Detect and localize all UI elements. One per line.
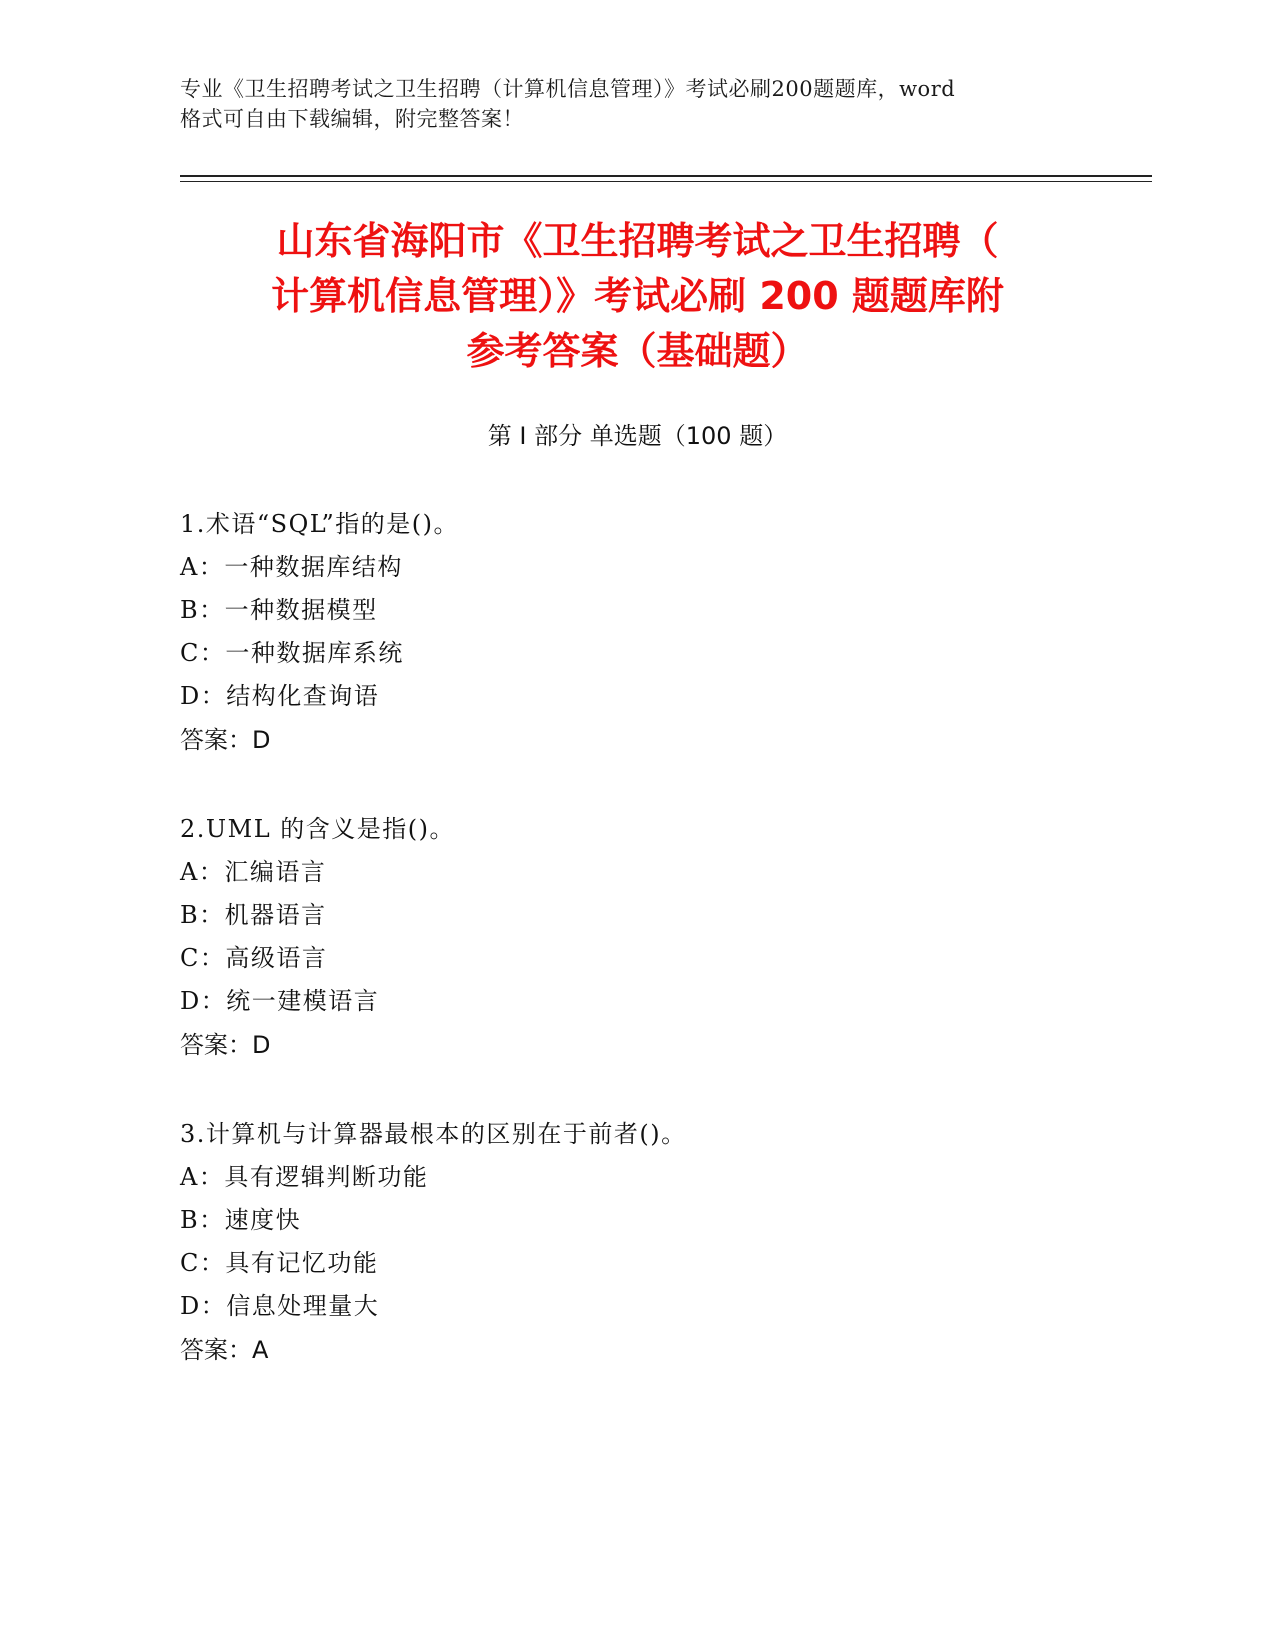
option-c: C：一种数据库系统 xyxy=(180,639,404,667)
document-title xyxy=(180,214,1095,379)
question-2 xyxy=(180,808,1080,1068)
option-d: D：结构化查询语 xyxy=(180,682,380,710)
question-stem: 1.术语“SQL”指的是()。 xyxy=(180,510,459,538)
option-a: A：一种数据库结构 xyxy=(180,553,403,581)
option-b: B：机器语言 xyxy=(180,901,327,929)
answer-label: 答案：A xyxy=(180,1336,269,1364)
option-b: B：一种数据模型 xyxy=(180,596,378,624)
header-note-line-1: 专业《卫生招聘考试之卫生招聘（计算机信息管理）》考试必刷200题题库，word xyxy=(180,77,956,101)
option-c: C：高级语言 xyxy=(180,944,328,972)
header-divider-thin xyxy=(180,181,1152,182)
answer-label: 答案：D xyxy=(180,726,271,754)
option-c: C：具有记忆功能 xyxy=(180,1249,379,1277)
header-divider-thick xyxy=(180,175,1152,177)
header-note xyxy=(180,74,1080,134)
question-3 xyxy=(180,1113,1080,1373)
option-d: D：信息处理量大 xyxy=(180,1292,380,1320)
question-1 xyxy=(180,503,1080,763)
document-title-line-1: 山东省海阳市《卫生招聘考试之卫生招聘（ xyxy=(276,219,999,263)
header-note-line-2: 格式可自由下载编辑，附完整答案！ xyxy=(180,107,524,131)
question-stem: 2.UML 的含义是指()。 xyxy=(180,815,455,843)
answer-label: 答案：D xyxy=(180,1031,271,1059)
option-a: A：具有逻辑判断功能 xyxy=(180,1163,429,1191)
document-title-line-2: 计算机信息管理）》考试必刷 200 题题库附 xyxy=(271,274,1004,318)
document-title-line-3: 参考答案（基础题） xyxy=(466,329,809,373)
option-d: D：统一建模语言 xyxy=(180,987,380,1015)
option-a: A：汇编语言 xyxy=(180,858,327,886)
option-b: B：速度快 xyxy=(180,1206,302,1234)
section-title: 第 I 部分 单选题（100 题） xyxy=(487,422,788,450)
question-stem: 3.计算机与计算器最根本的区别在于前者()。 xyxy=(180,1120,687,1148)
question-list xyxy=(180,503,1080,1418)
